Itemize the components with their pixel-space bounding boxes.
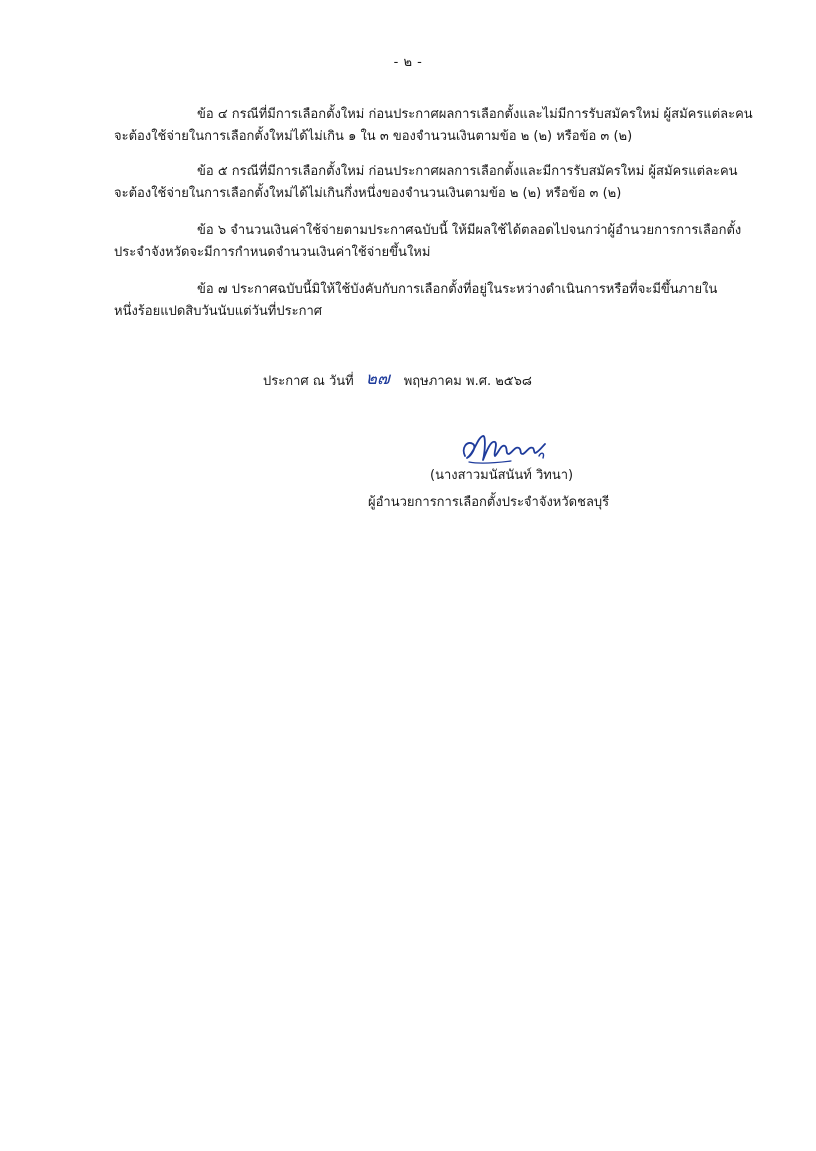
clause-6 — [114, 220, 754, 264]
clause-4 — [114, 104, 754, 148]
announcement-date-prefix: ประกาศ ณ วันที่ — [263, 374, 354, 389]
clause-6-line-1: ข้อ ๖ จำนวนเงินค่าใช้จ่ายตามประกาศฉบับนี้ ให้มีผลใช้ได้ตลอดไปจนกว่าผู้อำนวยการการเลือกตั้ง — [197, 223, 742, 238]
announcement-day-handwritten: ๒๗ — [365, 369, 390, 389]
clause-5-line-2: จะต้องใช้จ่ายในการเลือกตั้งใหม่ได้ไม่เกินกึ่งหนึ่งของจำนวนเงินตามข้อ ๒ (๒) หรือข้อ ๓ (๒) — [114, 186, 622, 201]
clause-7-line-2: หนึ่งร้อยแปดสิบวันนับแต่วันที่ประกาศ — [114, 304, 323, 319]
clause-4-line-1: ข้อ ๔ กรณีที่มีการเลือกตั้งใหม่ ก่อนประกาศผลการเลือกตั้งและไม่มีการรับสมัครใหม่ ผู้สมัครแต่ละคน — [197, 107, 753, 122]
signer-title: ผู้อำนวยการการเลือกตั้งประจำจังหวัดชลบุรี — [368, 495, 610, 510]
clause-7 — [114, 279, 754, 323]
page-number: - ๒ - — [393, 55, 423, 70]
announcement-date — [263, 371, 532, 394]
clause-5 — [114, 161, 754, 205]
signer-name: (นางสาวมนัสนันท์ วิทนา) — [430, 468, 574, 483]
clause-6-line-2: ประจำจังหวัดจะมีการกำหนดจำนวนเงินค่าใช้จ่ายขึ้นใหม่ — [114, 245, 431, 260]
clause-7-line-1: ข้อ ๗ ประกาศฉบับนี้มิให้ใช้บังคับกับการเลือกตั้งที่อยู่ในระหว่างดำเนินการหรือที่จะมีขึ้นภายใน — [197, 282, 718, 297]
clause-4-line-2: จะต้องใช้จ่ายในการเลือกตั้งใหม่ได้ไม่เกิน ๑ ใน ๓ ของจำนวนเงินตามข้อ ๒ (๒) หรือข้อ ๓ (๒) — [114, 129, 633, 144]
clause-5-line-1: ข้อ ๕ กรณีที่มีการเลือกตั้งใหม่ ก่อนประกาศผลการเลือกตั้งและมีการรับสมัครใหม่ ผู้สมัครแต่ละคน — [197, 164, 738, 179]
announcement-month-year: พฤษภาคม พ.ศ. ๒๕๖๘ — [403, 374, 532, 389]
